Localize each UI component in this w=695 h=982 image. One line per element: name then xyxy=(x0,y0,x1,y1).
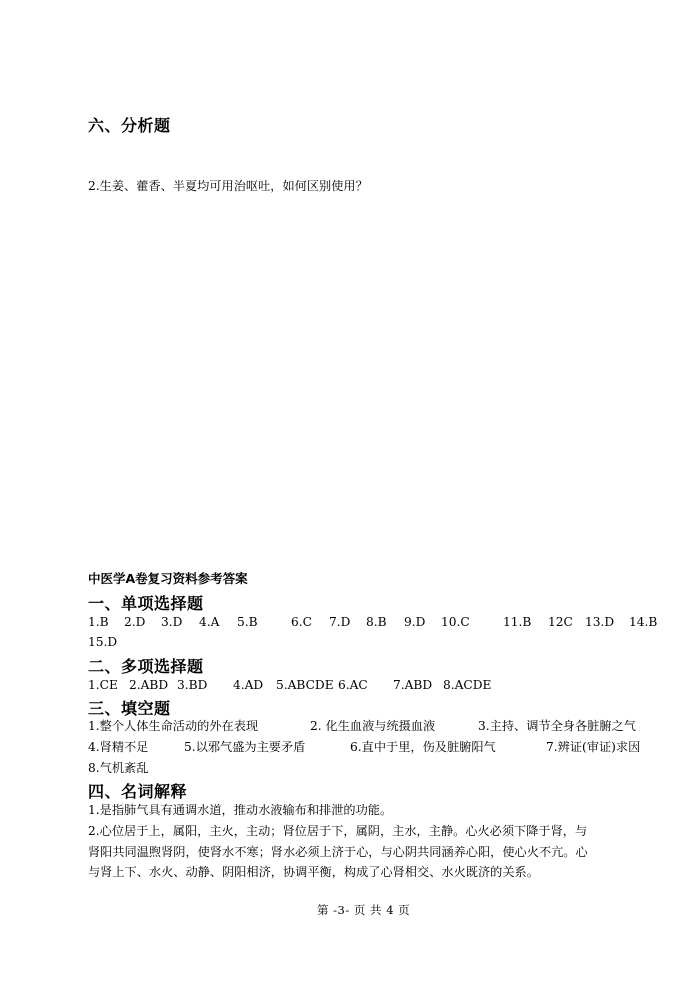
term-answer-2-line: 与肾上下、水火、动静、阴阳相济，协调平衡，构成了心肾相交、水火既济的关系。 xyxy=(88,865,539,879)
answer-item: 14.B xyxy=(629,615,658,629)
answer-item: 1.CE xyxy=(88,678,118,692)
single-choice-title: 一、单项选择题 xyxy=(88,594,204,613)
section-six-title: 六、分析题 xyxy=(88,116,171,135)
answer-item: 4.AD xyxy=(233,678,264,692)
answer-item: 5.以邪气盛为主要矛盾 xyxy=(184,740,306,754)
answer-item: 7.ABD xyxy=(393,678,433,692)
answer-item: 10.C xyxy=(441,615,470,629)
answer-item: 13.D xyxy=(585,615,615,629)
answer-item: 2.D xyxy=(124,615,146,629)
term-answer-1: 1.是指肺气具有通调水道，推动水液输布和排泄的功能。 xyxy=(88,803,393,817)
terms-title: 四、名词解释 xyxy=(88,782,188,801)
answer-item: 1.B xyxy=(88,615,109,629)
question-2: 2.生姜、藿香、半夏均可用治呕吐，如何区别使用？ xyxy=(88,179,368,193)
page-footer: 第 -3- 页 共 4 页 xyxy=(317,903,411,917)
answer-item: 8.气机紊乱 xyxy=(88,761,149,775)
multi-choice-title: 二、多项选择题 xyxy=(88,657,204,676)
answer-item: 6.C xyxy=(291,615,312,629)
answer-item: 11.B xyxy=(503,615,532,629)
answer-item: 1.整个人体生命活动的外在表现 xyxy=(88,719,259,733)
answer-item: 5.B xyxy=(237,615,258,629)
answer-item: 3.BD xyxy=(177,678,208,692)
answers-title: 中医学A卷复习资料参考答案 xyxy=(88,571,248,586)
answer-item: 6.AC xyxy=(338,678,368,692)
answer-item: 2.ABD xyxy=(129,678,169,692)
term-answer-2-line: 2.心位居于上，属阳，主火，主动；肾位居于下，属阴，主水，主静。心火必须下降于肾，与 xyxy=(88,824,588,838)
answer-item: 7.D xyxy=(329,615,351,629)
answer-item: 9.D xyxy=(404,615,426,629)
answer-item: 7.辨证(审证)求因 xyxy=(546,740,641,754)
answer-item: 12C xyxy=(548,615,573,629)
answer-item: 3.主持、调节全身各脏腑之气 xyxy=(478,719,636,733)
fill-blank-title: 三、填空题 xyxy=(88,699,171,718)
answer-item: 3.D xyxy=(161,615,183,629)
answer-item: 4.A xyxy=(199,615,220,629)
answer-item: 5.ABCDE xyxy=(276,678,334,692)
term-answer-2-line: 肾阳共同温煦肾阴，使肾水不寒；肾水必须上济于心，与心阴共同涵养心阳，使心火不亢。心 xyxy=(88,845,588,859)
answer-item: 8.B xyxy=(366,615,387,629)
answer-item: 15.D xyxy=(88,635,118,649)
answer-item: 6.直中于里，伤及脏腑阳气 xyxy=(350,740,496,754)
answer-item: 4.肾精不足 xyxy=(88,740,149,754)
answer-item: 8.ACDE xyxy=(443,678,492,692)
answer-item: 2. 化生血液与统摄血液 xyxy=(310,719,436,733)
